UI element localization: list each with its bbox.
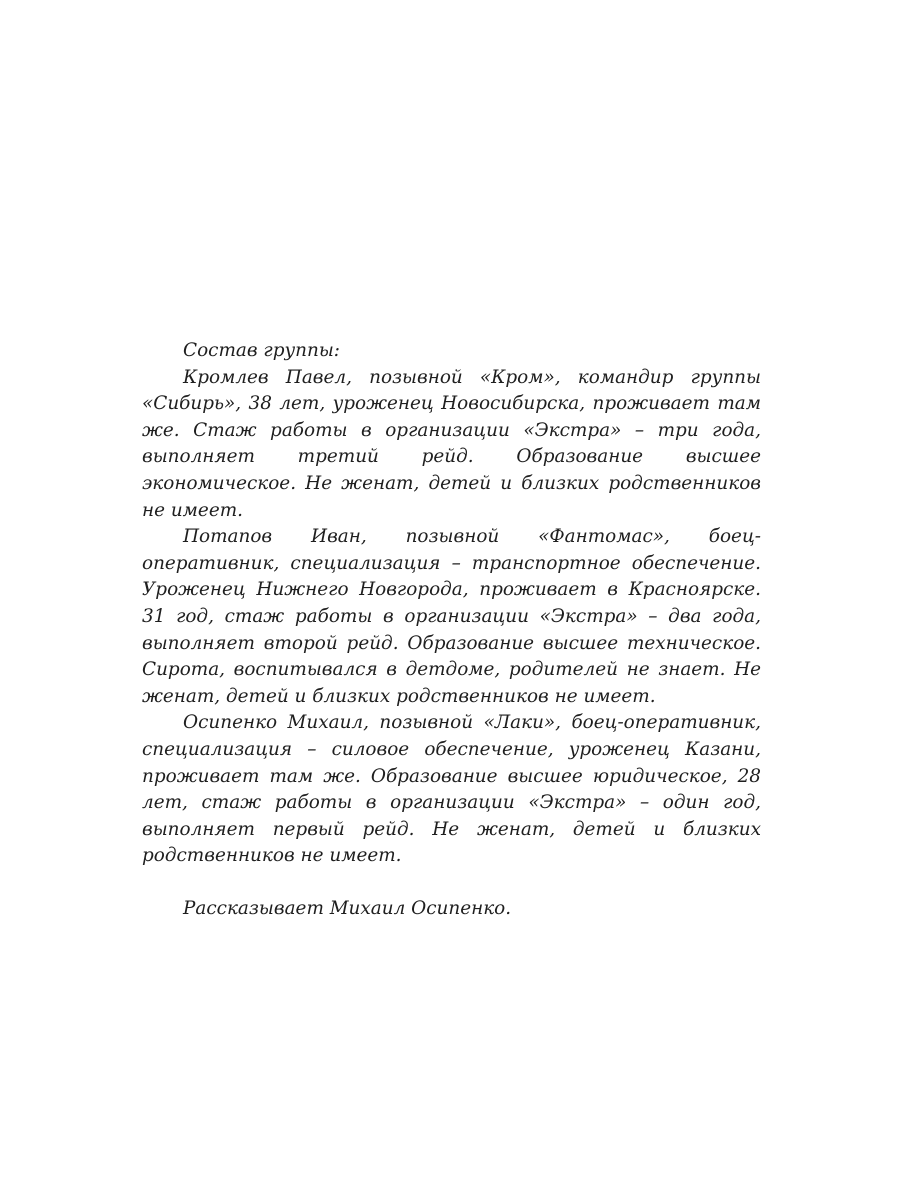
paragraph-osipenko: Осипенко Михаил, позывной «Лаки», боец-оперативник, специализация – силовое обеспечение, уроженец Казани, проживает там же. Образование высшее юридическое, 28 лет, стаж работы в организации «Экстра» – один год, выполняет первый рейд. Не женат, детей и близких родственников не имеет. (142, 712, 761, 867)
paragraph-kromlev: Кромлев Павел, позывной «Кром», командир группы «Сибирь», 38 лет, уроженец Новосибирска, проживает там же. Стаж работы в организации «Экстра» – три года, выполняет третий рейд. Образование высшее экономическое. Не женат, детей и близких родственников не имеет. (142, 366, 761, 521)
narrator-line: Рассказывает Михаил Осипенко. (183, 898, 512, 920)
paragraph-potapov: Потапов Иван, позывной «Фантомас», боец-оперативник, специализация – транспортное обеспечение. Уроженец Нижнего Новгорода, проживает в Красноярске. 31 год, стаж работы в организации «Экстра» – два года, выполняет второй рейд. Образование высшее техническое. Сирота, воспитывался в детдоме, родителей не знает. Не женат, детей и близких родственников не имеет. (142, 526, 761, 707)
section-heading: Состав группы: (183, 340, 340, 361)
page-text (142, 338, 761, 923)
